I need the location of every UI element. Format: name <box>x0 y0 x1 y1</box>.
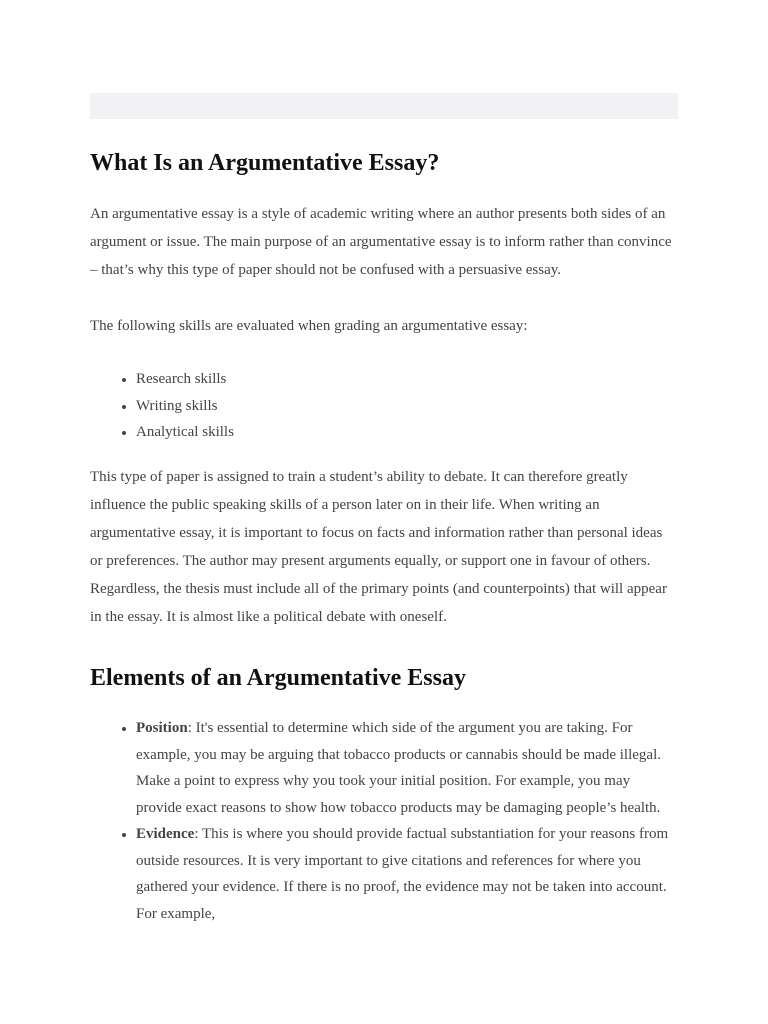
list-item-research-skills: • Research skills <box>136 366 678 393</box>
heading-what-is-argumentative-essay: What Is an Argumentative Essay? <box>90 150 440 176</box>
intro-paragraph: An argumentative essay is a style of academic writing where an author presents both sides of an argument or issue. The main purpose of an argumentative essay is to inform rather than convince – that’s why this type of paper should not be confused with a persuasive essay. <box>90 206 672 278</box>
skills-list <box>90 366 678 446</box>
term-position: Position <box>136 720 188 736</box>
heading-elements-of-argumentative-essay: Elements of an Argumentative Essay <box>90 665 466 691</box>
term-evidence: Evidence <box>136 826 195 842</box>
debate-paragraph: This type of paper is assigned to train a student’s ability to debate. It can therefore greatly influence the public speaking skills of a person later on in their life. When writing an argumentative essay, it is important to focus on facts and information rather than personal ideas or preferences. The author may present arguments equally, or support one in favour of others. Regardless, the thesis must include all of the primary points (and counterpoints) that will appear in the essay. It is almost like a political debate with oneself. <box>90 469 667 625</box>
evidence-description: : This is where you should provide factual substantiation for your reasons from outside resources. It is very important to give citations and references for where you gathered your evidence. If there is no proof, the evidence may not be taken into account. For example, <box>136 826 669 922</box>
list-item-analytical-skills: • Analytical skills <box>136 419 678 446</box>
list-item-writing-skills: • Writing skills <box>136 393 678 420</box>
elements-list <box>90 715 678 927</box>
top-banner-placeholder <box>90 93 678 119</box>
list-item-position <box>136 715 678 821</box>
position-description: : It's essential to determine which side of the argument you are taking. For example, you may be arguing that tobacco products or cannabis should be made illegal. Make a point to express why you took your initial position. For example, you may provide exact reasons to show how tobacco products may be damaging people’s health. <box>136 720 661 816</box>
list-item-evidence <box>136 821 678 927</box>
skills-intro-paragraph: The following skills are evaluated when grading an argumentative essay: <box>90 318 528 334</box>
